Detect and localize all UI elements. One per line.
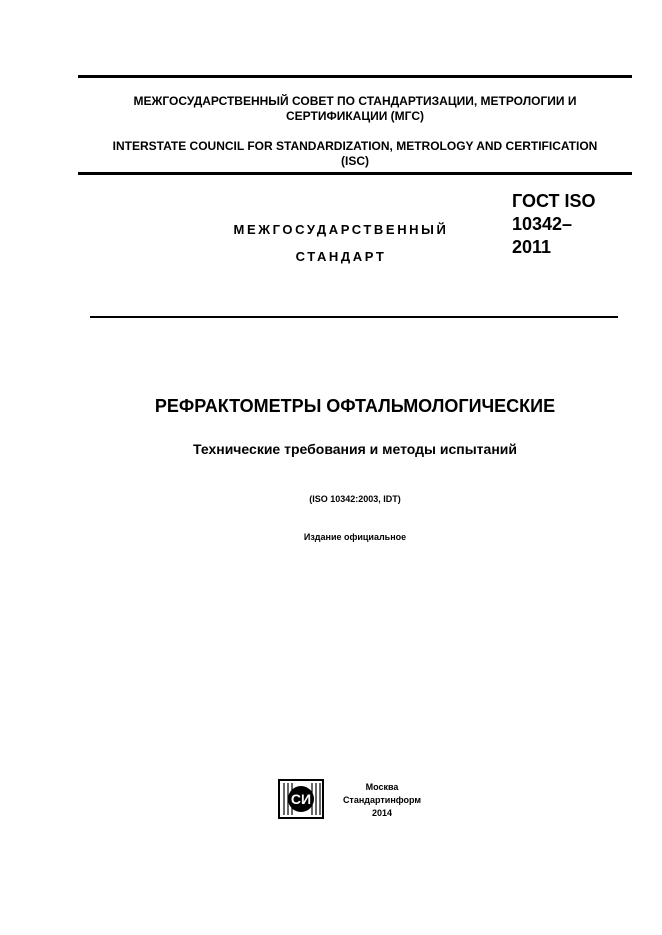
- designation-line2: 10342–: [512, 214, 573, 234]
- middle-rule: [78, 172, 632, 175]
- standartinform-logo-icon: [278, 779, 324, 819]
- iso-reference: (ISO 10342:2003, IDT): [309, 494, 401, 504]
- council-name-ru-line1: МЕЖГОСУДАРСТВЕННЫЙ СОВЕТ ПО СТАНДАРТИЗАЦИИ, МЕТРОЛОГИИ И: [133, 94, 577, 108]
- council-name-en-line1: INTERSTATE COUNCIL FOR STANDARDIZATION, METROLOGY AND CERTIFICATION: [112, 139, 598, 153]
- logo-text: СИ: [290, 791, 312, 807]
- council-name-en: [78, 139, 632, 169]
- publisher-imprint: [332, 781, 432, 820]
- designation-line3: 2011: [512, 237, 552, 257]
- designation-line1: ГОСТ ISO: [512, 191, 596, 211]
- edition-note: Издание официальное: [303, 532, 407, 542]
- top-rule: [78, 75, 632, 78]
- council-name-ru: [78, 94, 632, 124]
- standard-kind-line2: СТАНДАРТ: [295, 249, 387, 264]
- publisher-name: Стандартинформ: [342, 795, 422, 805]
- document-title: РЕФРАКТОМЕТРЫ ОФТАЛЬМОЛОГИЧЕСКИЕ: [154, 396, 556, 416]
- standard-kind-line1: МЕЖГОСУДАРСТВЕННЫЙ: [233, 222, 449, 237]
- lower-rule: [90, 316, 618, 318]
- council-name-en-line2: (ISC): [341, 154, 369, 168]
- document-subtitle: Технические требования и методы испытаний: [193, 441, 517, 457]
- council-name-ru-line2: СЕРТИФИКАЦИИ (МГС): [286, 109, 424, 123]
- publisher-city: Москва: [365, 782, 399, 792]
- publisher-year: 2014: [371, 808, 393, 818]
- standard-designation: [512, 190, 622, 259]
